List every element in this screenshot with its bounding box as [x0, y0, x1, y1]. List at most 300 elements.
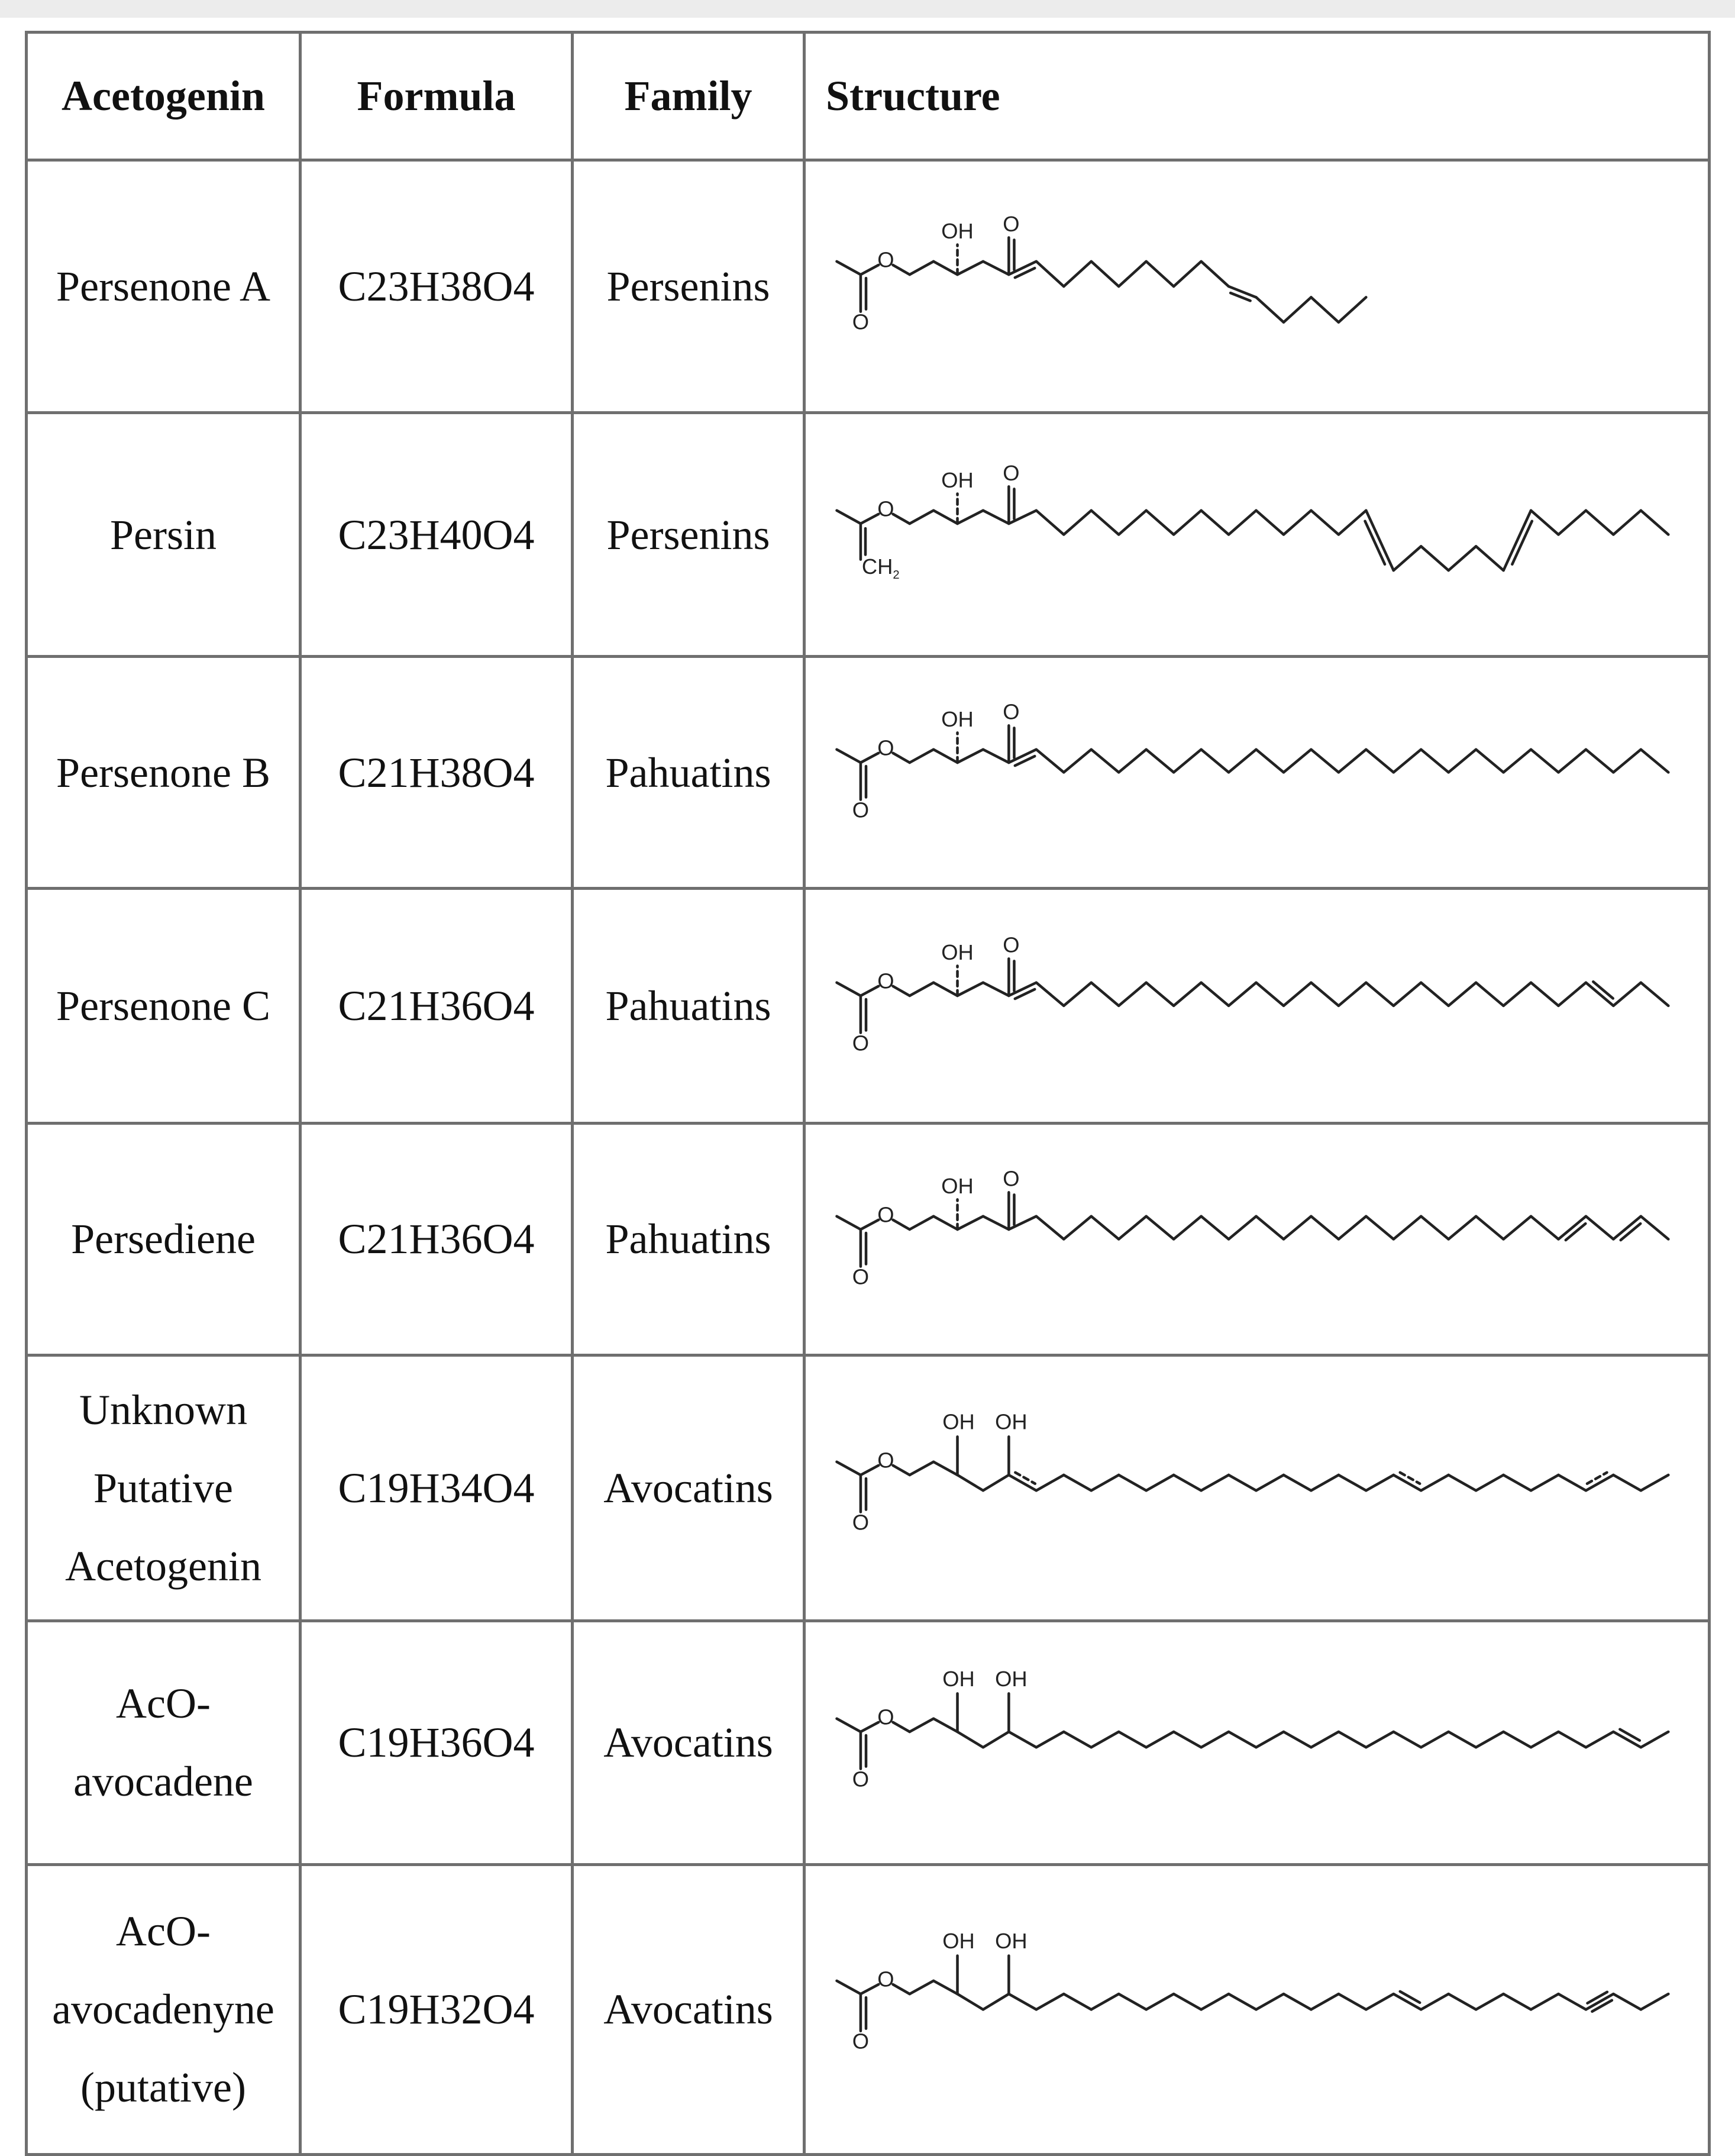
carbonyl-oxygen-label: O	[852, 1767, 870, 1792]
structure-cell	[805, 657, 1710, 889]
bond	[837, 1461, 861, 1474]
bond	[933, 511, 957, 524]
bond	[1119, 983, 1146, 1006]
table-row	[27, 657, 1710, 889]
bond	[1339, 1994, 1366, 2009]
table-row	[27, 1864, 1710, 2154]
bond	[933, 1461, 957, 1474]
bond	[1201, 262, 1229, 286]
bond	[1229, 511, 1256, 535]
bond	[958, 1475, 983, 1490]
table-row	[27, 1123, 1710, 1355]
bond	[1201, 1732, 1229, 1747]
bond	[1421, 750, 1448, 773]
bond	[1421, 1994, 1448, 2009]
bond	[1504, 983, 1531, 1006]
bond	[1421, 547, 1448, 571]
bond	[1064, 983, 1091, 1006]
bond	[1366, 1216, 1393, 1240]
bond	[1036, 750, 1064, 773]
hydroxyl-label: OH	[942, 1409, 975, 1434]
bond	[1449, 547, 1476, 571]
bond	[1229, 750, 1256, 773]
bond	[1559, 750, 1586, 773]
structure-cell	[805, 1355, 1710, 1621]
bond	[1641, 1216, 1668, 1240]
bond	[1146, 750, 1174, 773]
bond	[1613, 750, 1640, 773]
bond	[1311, 1994, 1338, 2009]
bond	[983, 511, 1009, 524]
bond	[893, 1220, 909, 1229]
persenone-a-structure	[806, 162, 1708, 411]
table-row	[27, 888, 1710, 1123]
bond	[861, 514, 878, 524]
bond	[1256, 983, 1283, 1006]
bond	[1476, 1475, 1503, 1490]
bond	[1476, 1732, 1503, 1747]
bond	[1091, 1994, 1119, 2009]
bond	[983, 262, 1009, 275]
bond	[1146, 1732, 1174, 1747]
bond	[1146, 1994, 1174, 2009]
carbonyl-oxygen-label: O	[852, 798, 870, 822]
methylene-label: $CH_2$	[861, 554, 900, 582]
bond	[958, 1732, 983, 1747]
bond	[933, 1719, 957, 1732]
bond	[1256, 1732, 1283, 1747]
bond	[983, 1994, 1009, 2009]
carbonyl-oxygen-label: O	[852, 1031, 870, 1056]
bond	[1091, 750, 1119, 773]
ester-oxygen-label: O	[877, 735, 894, 760]
bond	[1229, 983, 1256, 1006]
bond	[1339, 1732, 1366, 1747]
bond	[1256, 1216, 1283, 1240]
bond	[1091, 511, 1119, 535]
bond	[933, 983, 957, 996]
bond	[1201, 1994, 1229, 2009]
bond	[1036, 1732, 1064, 1747]
bond	[1613, 1994, 1640, 2009]
bond	[1504, 750, 1531, 773]
header-row	[27, 33, 1710, 160]
bond	[893, 986, 909, 996]
bond	[1174, 262, 1201, 286]
ketone-oxygen-label: O	[1003, 460, 1020, 485]
table-row	[27, 1621, 1710, 1864]
bond	[1476, 1994, 1503, 2009]
bond	[1174, 983, 1201, 1006]
acetogenin-name: AcO- avocadenyne (putative)	[27, 1864, 301, 2154]
aco-avocadene-structure	[806, 1622, 1708, 1863]
acetogenin-name: Unknown Putative Acetogenin	[27, 1355, 301, 1621]
bond	[1366, 1732, 1393, 1747]
hydroxyl-label: OH	[942, 1666, 975, 1691]
bond	[1284, 1994, 1311, 2009]
bond	[1641, 511, 1668, 535]
bond	[1311, 1732, 1338, 1747]
ester-oxygen-label: O	[877, 247, 894, 272]
acetogenin-name: Persin	[27, 413, 301, 657]
bond	[861, 1220, 878, 1229]
acetogenin-name: Persediene	[27, 1123, 301, 1355]
bond	[1119, 1994, 1146, 2009]
triple-bond	[1592, 2000, 1611, 2012]
bond	[1119, 1216, 1146, 1240]
bond	[1311, 1216, 1338, 1240]
formula-cell: C21H38O4	[301, 657, 573, 889]
bond	[1339, 983, 1366, 1006]
family-cell: Persenins	[573, 160, 805, 413]
family-cell: Avocatins	[573, 1864, 805, 2154]
bond	[983, 1475, 1009, 1490]
structure-cell	[805, 1864, 1710, 2154]
bond	[1394, 1732, 1421, 1747]
bond	[1311, 511, 1338, 535]
formula-cell: C19H32O4	[301, 1864, 573, 2154]
dashed-bond	[1015, 1472, 1035, 1483]
bond	[958, 511, 983, 524]
bond	[1091, 983, 1119, 1006]
bond	[1284, 983, 1311, 1006]
hydroxyl-label: OH	[995, 1409, 1028, 1434]
bond	[1284, 511, 1311, 535]
bond	[1256, 1994, 1283, 2009]
acetogenin-name: AcO- avocadene	[27, 1621, 301, 1864]
formula-cell: C19H36O4	[301, 1621, 573, 1864]
bond	[1146, 983, 1174, 1006]
bond	[893, 753, 909, 763]
bond	[1174, 750, 1201, 773]
bond	[1201, 1475, 1229, 1490]
bond	[910, 1981, 933, 1994]
bond	[1421, 1216, 1448, 1240]
bond	[1366, 1994, 1393, 2009]
bond	[1036, 262, 1064, 286]
bond	[1641, 1994, 1668, 2009]
bond	[1119, 1732, 1146, 1747]
bond	[910, 511, 933, 524]
bond	[1009, 1994, 1036, 2009]
carbonyl-oxygen-label: O	[852, 309, 870, 334]
bond	[1091, 1732, 1119, 1747]
ketone-oxygen-label: O	[1003, 699, 1020, 724]
bond	[1284, 297, 1311, 322]
persenone-c-structure	[806, 890, 1708, 1122]
bond	[1339, 1475, 1366, 1490]
bond	[1641, 750, 1668, 773]
persediene-structure	[806, 1125, 1708, 1354]
structure-cell	[805, 160, 1710, 413]
hydroxyl-label: OH	[941, 706, 974, 731]
bond	[1366, 511, 1393, 570]
bond	[1311, 750, 1338, 773]
hydroxyl-label: OH	[941, 218, 974, 243]
bond	[910, 1216, 933, 1229]
header-acetogenin: Acetogenin	[27, 33, 301, 160]
bond	[1229, 1475, 1256, 1490]
bond	[1256, 511, 1283, 535]
bond	[861, 1465, 878, 1474]
bond	[1284, 1732, 1311, 1747]
top-bar	[0, 0, 1735, 18]
bond	[1256, 750, 1283, 773]
family-cell: Pahuatins	[573, 888, 805, 1123]
bond	[1201, 511, 1229, 535]
bond	[1146, 1216, 1174, 1240]
bond	[1284, 1475, 1311, 1490]
bond	[1559, 983, 1586, 1006]
bond	[1091, 1216, 1119, 1240]
bond	[1421, 1475, 1448, 1490]
dashed-bond	[1400, 1472, 1420, 1483]
bond	[1476, 547, 1503, 571]
bond	[1119, 262, 1146, 286]
bond	[1284, 750, 1311, 773]
bond	[1174, 511, 1201, 535]
dashed-bond	[1587, 1472, 1607, 1483]
formula-cell: C19H34O4	[301, 1355, 573, 1621]
formula-cell: C21H36O4	[301, 1123, 573, 1355]
bond	[1174, 1994, 1201, 2009]
bond	[837, 1981, 861, 1994]
bond	[1504, 1475, 1531, 1490]
formula-cell: C23H38O4	[301, 160, 573, 413]
bond	[983, 750, 1009, 763]
bond	[861, 753, 878, 763]
bond	[1339, 1216, 1366, 1240]
bond	[893, 1722, 909, 1732]
acetogenin-table	[25, 31, 1711, 2156]
bond	[1256, 1475, 1283, 1490]
bond	[1009, 1732, 1036, 1747]
bond	[1339, 750, 1366, 773]
bond	[1229, 1994, 1256, 2009]
bond	[1504, 1994, 1531, 2009]
double-bond	[1620, 1729, 1639, 1741]
bond	[893, 1984, 909, 1994]
bond	[837, 983, 861, 996]
bond	[1613, 511, 1640, 535]
ketone-oxygen-label: O	[1003, 1166, 1020, 1191]
ester-oxygen-label: O	[877, 969, 894, 993]
hydroxyl-label: OH	[941, 1173, 974, 1198]
bond	[1531, 750, 1558, 773]
bond	[1174, 1216, 1201, 1240]
bond	[958, 1216, 983, 1229]
bond	[1559, 1994, 1586, 2009]
bond	[1449, 750, 1476, 773]
bond	[1531, 1475, 1558, 1490]
structure-cell	[805, 1621, 1710, 1864]
ester-oxygen-label: O	[877, 496, 894, 521]
unknown-acetogenin-structure	[806, 1357, 1708, 1619]
bond	[1613, 983, 1640, 1006]
header-formula: Formula	[301, 33, 573, 160]
hydroxyl-label: OH	[942, 1928, 975, 1953]
bond	[983, 1732, 1009, 1747]
formula-cell: C23H40O4	[301, 413, 573, 657]
bond	[1531, 1216, 1558, 1240]
bond	[1449, 1475, 1476, 1490]
bond	[1421, 983, 1448, 1006]
bond	[1449, 1994, 1476, 2009]
bond	[1531, 983, 1558, 1006]
bond	[1064, 750, 1091, 773]
carbonyl-oxygen-label: O	[852, 2029, 870, 2054]
bond	[910, 1461, 933, 1474]
bond	[1559, 511, 1586, 535]
table-row	[27, 1355, 1710, 1621]
acetogenin-name: Persenone B	[27, 657, 301, 889]
carbonyl-oxygen-label: O	[852, 1509, 870, 1534]
bond	[1641, 983, 1668, 1006]
bond	[1146, 262, 1174, 286]
bond	[1174, 1732, 1201, 1747]
ester-oxygen-label: O	[877, 1202, 894, 1227]
bond	[837, 1216, 861, 1229]
bond	[933, 262, 957, 275]
bond	[933, 1981, 957, 1994]
bond	[837, 750, 861, 763]
bond	[1641, 1732, 1668, 1747]
bond	[933, 750, 957, 763]
bond	[837, 1719, 861, 1732]
aco-avocadenyne-structure	[806, 1866, 1708, 2153]
bond	[958, 983, 983, 996]
bond	[1064, 1475, 1091, 1490]
header-structure: Structure	[805, 33, 1710, 160]
ester-oxygen-label: O	[877, 1705, 894, 1729]
hydroxyl-label: OH	[941, 940, 974, 964]
header-family: Family	[573, 33, 805, 160]
bond	[1064, 1994, 1091, 2009]
carbonyl-oxygen-label: O	[852, 1264, 870, 1289]
bond	[1531, 1994, 1558, 2009]
bond	[1449, 983, 1476, 1006]
bond	[933, 1216, 957, 1229]
bond	[1229, 1216, 1256, 1240]
bond	[1036, 1216, 1064, 1240]
bond	[1421, 1732, 1448, 1747]
bond	[1146, 511, 1174, 535]
bond	[837, 511, 861, 524]
bond	[983, 983, 1009, 996]
bond	[1064, 262, 1091, 286]
bond	[1586, 511, 1613, 535]
bond	[1119, 750, 1146, 773]
bond	[1394, 547, 1421, 571]
bond	[1201, 1216, 1229, 1240]
bond	[1394, 1216, 1421, 1240]
hydroxyl-label: OH	[941, 468, 974, 493]
bond	[1366, 1475, 1393, 1490]
bond	[861, 1984, 878, 1994]
structure-cell	[805, 1123, 1710, 1355]
bond	[910, 750, 933, 763]
bond	[910, 262, 933, 275]
bond	[1476, 750, 1503, 773]
bond	[1476, 1216, 1503, 1240]
bond	[1339, 511, 1366, 535]
family-cell: Pahuatins	[573, 657, 805, 889]
acetogenin-name: Persenone A	[27, 160, 301, 413]
bond	[861, 265, 878, 275]
bond	[958, 1994, 983, 2009]
bond	[1064, 1216, 1091, 1240]
persenone-b-structure	[806, 658, 1708, 887]
bond	[1504, 511, 1531, 570]
bond	[1531, 511, 1558, 535]
bond	[1256, 297, 1283, 322]
bond	[1064, 1732, 1091, 1747]
family-cell: Persenins	[573, 413, 805, 657]
bond	[861, 1722, 878, 1732]
bond	[893, 1465, 909, 1474]
persin-structure	[806, 414, 1708, 655]
bond	[1394, 983, 1421, 1006]
bond	[1449, 1732, 1476, 1747]
bond	[1641, 1475, 1668, 1490]
bond	[958, 750, 983, 763]
bond	[1036, 1475, 1064, 1490]
bond	[1559, 1732, 1586, 1747]
bond	[1284, 1216, 1311, 1240]
bond	[1449, 1216, 1476, 1240]
hydroxyl-label: OH	[995, 1928, 1028, 1953]
bond	[1504, 1732, 1531, 1747]
bond	[1394, 750, 1421, 773]
bond	[1091, 262, 1119, 286]
bond	[837, 262, 861, 275]
bond	[1036, 983, 1064, 1006]
bond	[1229, 1732, 1256, 1747]
ketone-oxygen-label: O	[1003, 932, 1020, 957]
double-bond	[1400, 1992, 1420, 2003]
bond	[1366, 750, 1393, 773]
bond	[1613, 1475, 1640, 1490]
ketone-oxygen-label: O	[1003, 211, 1020, 236]
bond	[1119, 511, 1146, 535]
bond	[893, 514, 909, 524]
bond	[1201, 750, 1229, 773]
bond	[958, 262, 983, 275]
acetogenin-name: Persenone C	[27, 888, 301, 1123]
bond	[1064, 511, 1091, 535]
formula-cell: C21H36O4	[301, 888, 573, 1123]
bond	[1366, 983, 1393, 1006]
family-cell: Pahuatins	[573, 1123, 805, 1355]
bond	[1476, 983, 1503, 1006]
bond	[1229, 286, 1256, 297]
bond	[1201, 983, 1229, 1006]
bond	[1586, 750, 1613, 773]
bond	[910, 983, 933, 996]
bond	[1531, 1732, 1558, 1747]
bond	[1036, 511, 1064, 535]
bond	[1174, 1475, 1201, 1490]
bond	[1559, 1475, 1586, 1490]
structure-cell	[805, 413, 1710, 657]
bond	[1339, 297, 1366, 322]
family-cell: Avocatins	[573, 1355, 805, 1621]
table-row	[27, 160, 1710, 413]
bond	[1146, 1475, 1174, 1490]
bond	[910, 1719, 933, 1732]
bond	[1036, 1994, 1064, 2009]
family-cell: Avocatins	[573, 1621, 805, 1864]
